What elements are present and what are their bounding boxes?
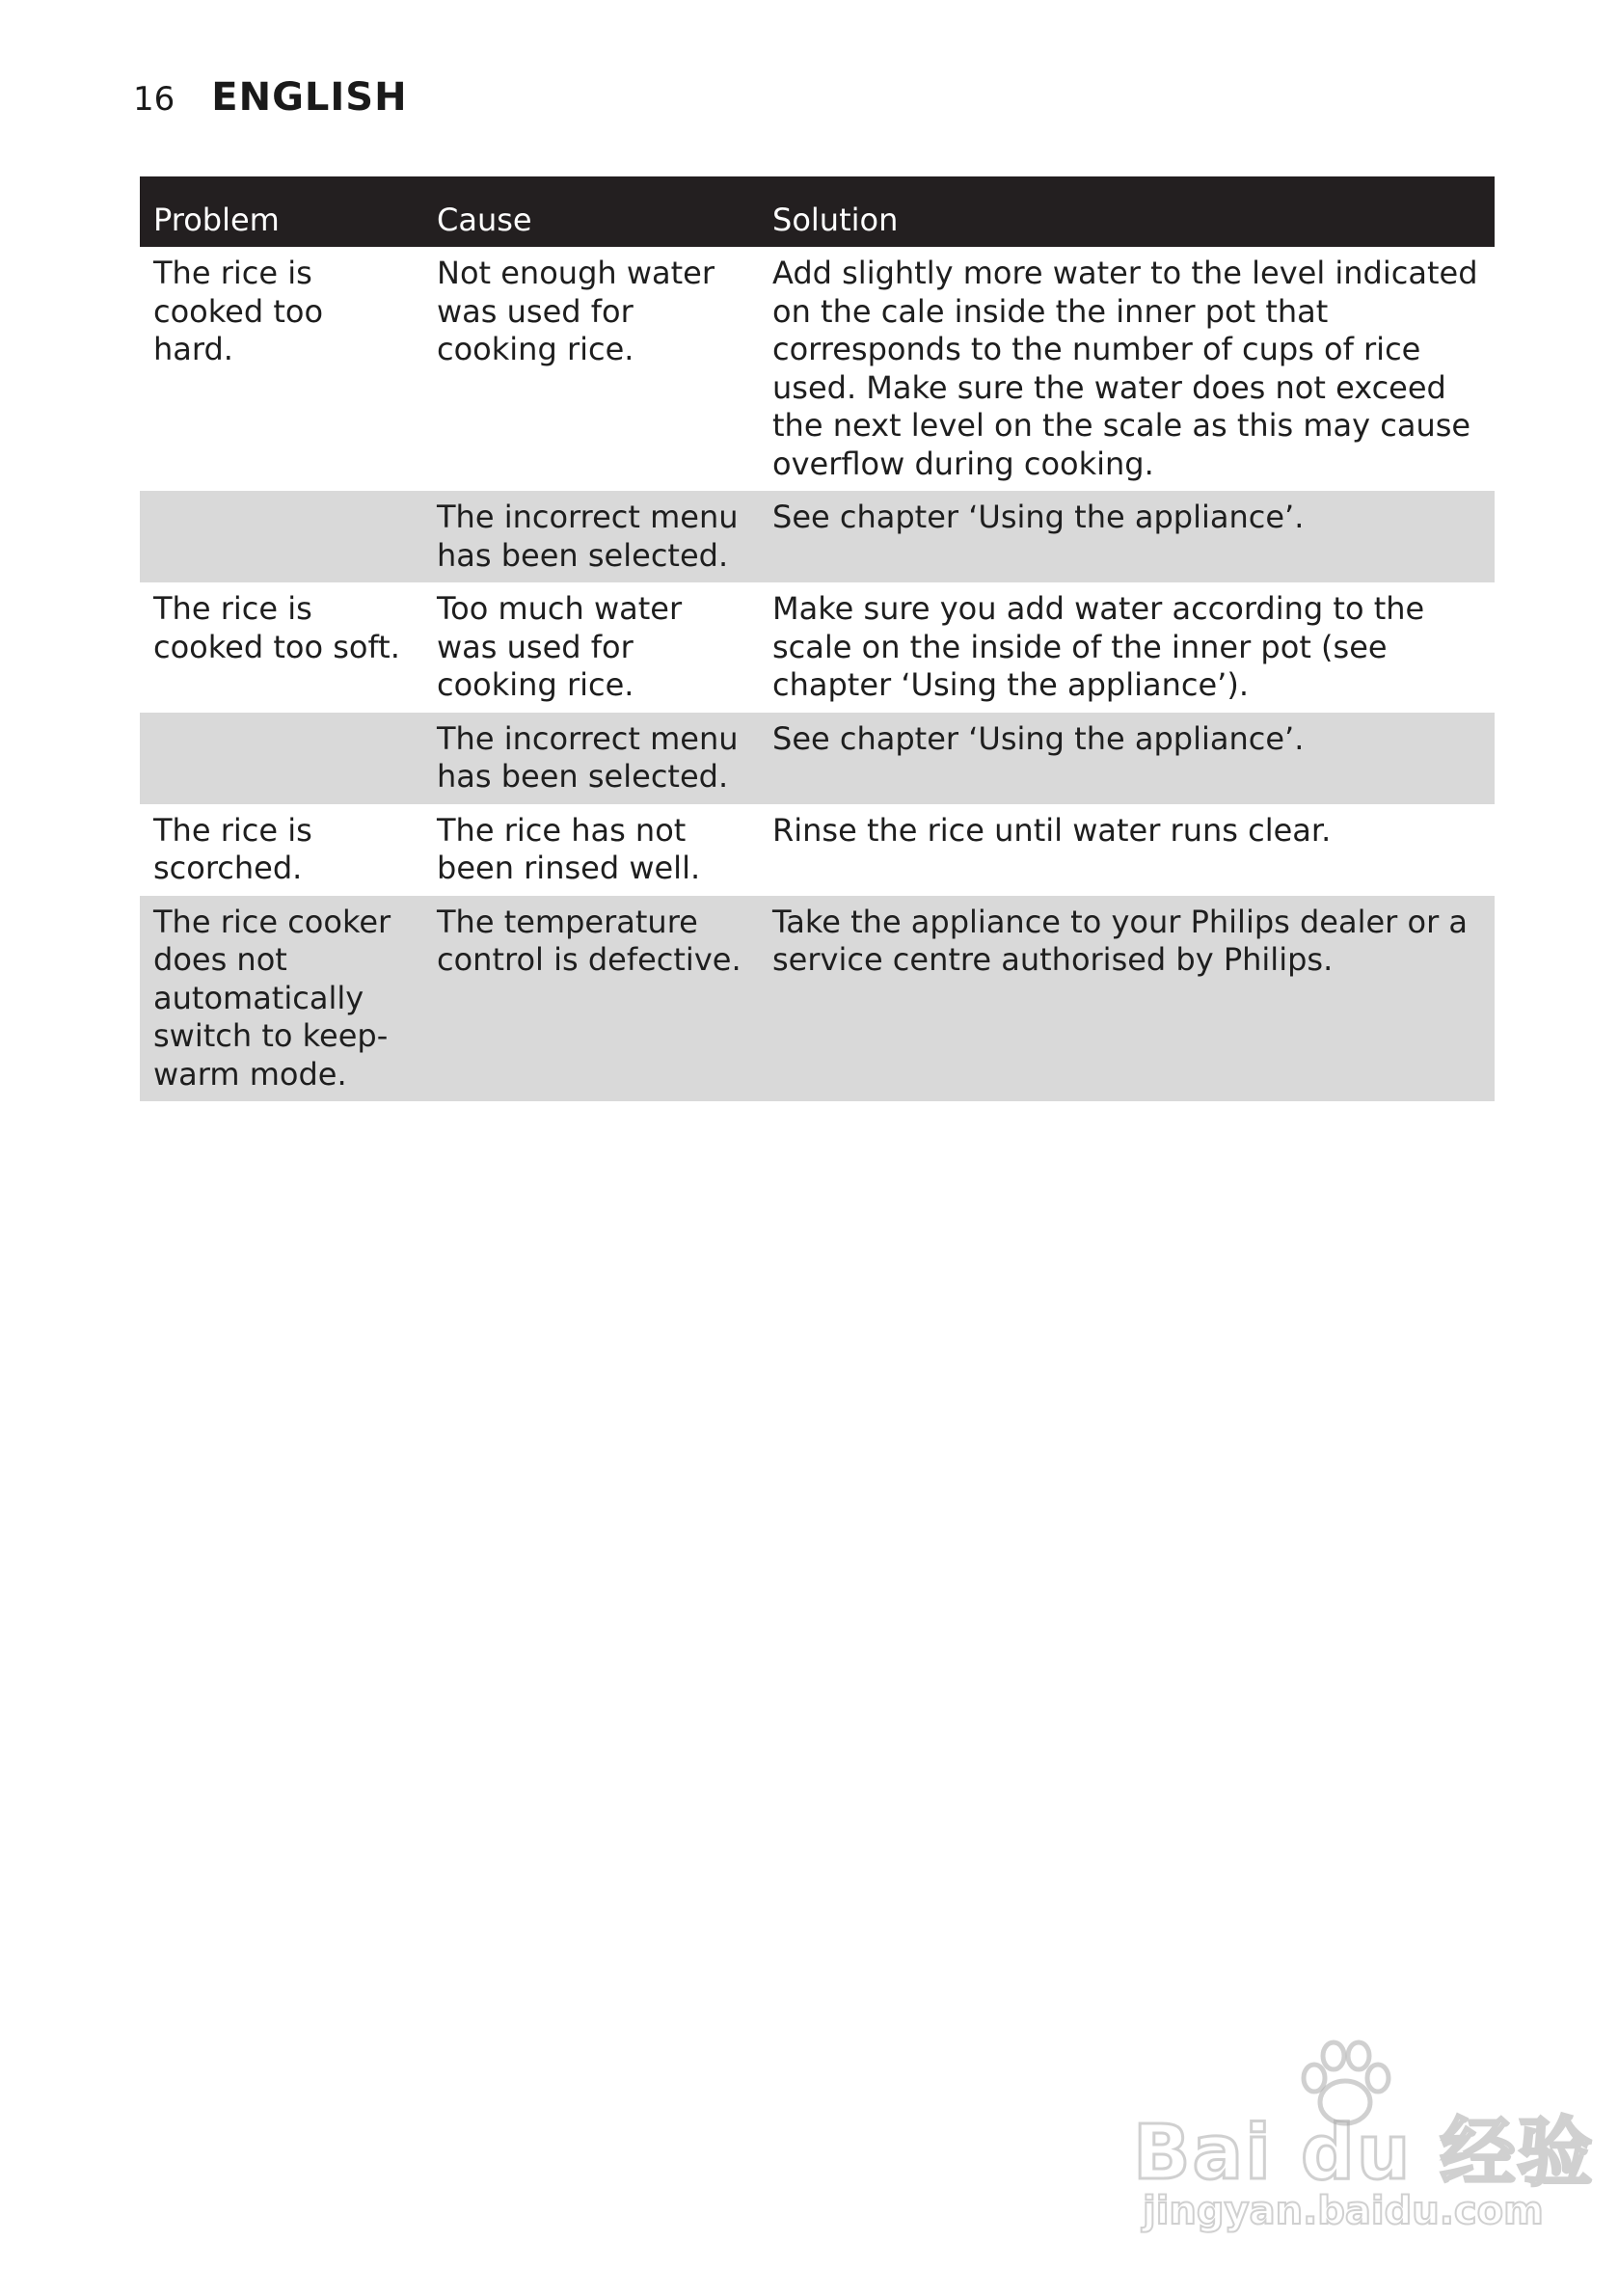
page-header — [133, 75, 408, 120]
watermark-url-text: jingyan.baidu.com — [1143, 2189, 1544, 2233]
cause-cell: The incorrect menu has been selected. — [423, 713, 759, 804]
baidu-watermark — [1133, 2035, 1595, 2233]
solution-cell: Add slightly more water to the level indicated on the cale inside the inner pot that corresponds to the number of cups of rice used. Make sure the water does not exceed the next level on the scale as this may cause overflow during cooking. — [772, 255, 1478, 482]
problem-cell: The rice is cooked too hard. — [153, 255, 324, 367]
solution-cell: Rinse the rice until water runs clear. — [772, 811, 1332, 849]
problem-cell — [140, 491, 423, 582]
column-header-cause: Cause — [423, 176, 759, 247]
table-row — [140, 896, 1495, 1102]
troubleshooting-table — [140, 176, 1495, 1101]
table-row — [140, 804, 1495, 896]
solution-cell: Make sure you add water according to the scale on the inside of the inner pot (see chapter ‘Using the appliance’). — [772, 590, 1425, 703]
cause-cell: Not enough water was used for cooking rice. — [437, 255, 715, 367]
problem-cell: The rice is cooked too soft. — [153, 590, 400, 665]
cause-cell: Too much water was used for cooking rice. — [437, 590, 683, 703]
table-row — [140, 713, 1495, 804]
cause-cell: The temperature control is defective. — [423, 896, 759, 1102]
table-row — [140, 491, 1495, 582]
problem-cell — [140, 713, 423, 804]
problem-cell: The rice cooker does not automatically switch to keep-warm mode. — [140, 896, 423, 1102]
table-row — [140, 582, 1495, 713]
solution-cell: See chapter ‘Using the appliance’. — [759, 491, 1495, 582]
solution-cell: See chapter ‘Using the appliance’. — [759, 713, 1495, 804]
table-header-row — [140, 176, 1495, 247]
solution-cell: Take the appliance to your Philips dealer or a service centre authorised by Philips. — [759, 896, 1495, 1102]
page-title: ENGLISH — [211, 75, 408, 120]
problem-cell: The rice is scorched. — [153, 811, 312, 886]
cause-cell: The rice has not been rinsed well. — [437, 811, 701, 886]
watermark-main-text: Bai du 经验 — [1133, 2110, 1595, 2197]
cause-cell: The incorrect menu has been selected. — [423, 491, 759, 582]
column-header-solution: Solution — [759, 176, 1495, 247]
column-header-problem: Problem — [140, 176, 423, 247]
table-row — [140, 247, 1495, 491]
page-number: 16 — [133, 80, 175, 119]
